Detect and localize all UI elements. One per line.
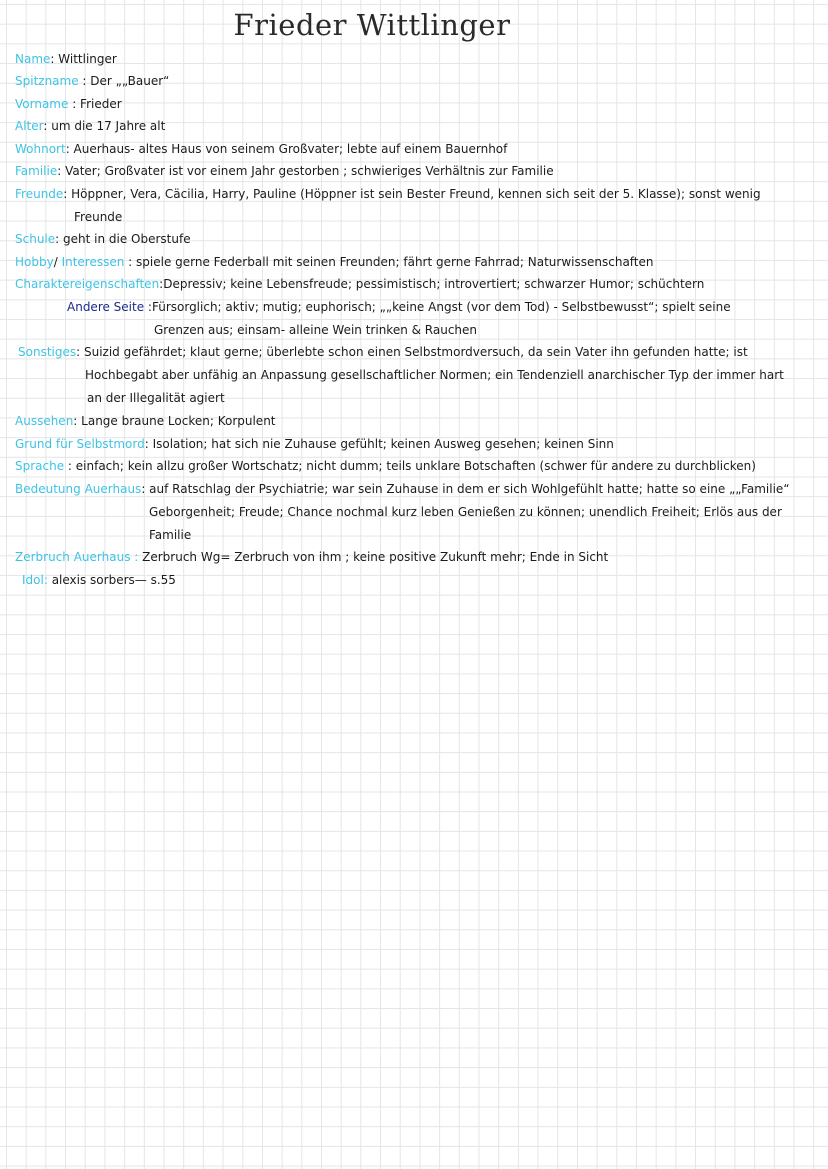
field-andere-seite — [67, 299, 731, 315]
field-interessen-label: Interessen — [61, 255, 125, 269]
field-vorname — [15, 96, 122, 112]
field-bedeutung — [15, 481, 790, 497]
field-familie — [15, 163, 554, 179]
field-hobby-value: : spiele gerne Federball mit seinen Freunden; fährt gerne Fahrrad; Naturwissenschaften — [124, 255, 654, 269]
field-grund-label: Grund für Selbstmord — [15, 437, 145, 451]
field-zerbruch — [15, 549, 608, 565]
field-bedeutung-value: : auf Ratschlag der Psychiatrie; war sein Zuhause in dem er sich Wohlgefühlt hatte; hatte so eine „„Familie“ — [141, 482, 790, 496]
field-alter — [15, 118, 165, 134]
field-andere-seite-value: :Fürsorglich; aktiv; mutig; euphorisch; „„keine Angst (vor dem Tod) - Selbstbewusst“; spielt seine — [144, 300, 731, 314]
field-vorname-label: Vorname — [15, 97, 69, 111]
field-andere-seite-continuation: Grenzen aus; einsam- alleine Wein trinken & Rauchen — [154, 323, 478, 337]
field-zerbruch-label: Zerbruch Auerhaus : — [15, 550, 139, 564]
field-sprache-value: : einfach; kein allzu großer Wortschatz; nicht dumm; teils unklare Botschaften (schwer für andere zu durchblicken) — [64, 459, 756, 473]
field-familie-label: Familie — [15, 164, 58, 178]
field-schule-value: : geht in die Oberstufe — [55, 232, 191, 246]
field-alter-label: Alter — [15, 119, 44, 133]
field-andere-seite-label: Andere Seite — [67, 300, 145, 314]
field-sprache-label: Sprache — [15, 459, 65, 473]
field-schule-label: Schule — [15, 232, 56, 246]
field-aussehen-label: Aussehen — [15, 414, 74, 428]
page-title: Frieder Wittlinger — [233, 8, 511, 42]
field-vorname-value: : Frieder — [68, 97, 122, 111]
field-aussehen — [15, 413, 276, 429]
field-bedeutung-label: Bedeutung Auerhaus — [15, 482, 142, 496]
field-sonstiges-continuation-1: Hochbegabt aber unfähig an Anpassung gesellschaftlicher Normen; ein Tendenziell anarchischer Typ der immer hart — [85, 368, 784, 382]
field-sonstiges-continuation-2: an der Illegalität agiert — [87, 391, 225, 405]
field-schule — [15, 231, 191, 247]
field-grund-value: : Isolation; hat sich nie Zuhause gefühlt; keinen Ausweg gesehen; keinen Sinn — [144, 437, 614, 451]
field-charakter-label: Charaktereigenschaften — [15, 277, 160, 291]
field-freunde — [15, 186, 761, 202]
field-wohnort-value: : Auerhaus- altes Haus von seinem Großvater; lebte auf einem Bauernhof — [65, 142, 508, 156]
field-bedeutung-continuation-1: Geborgenheit; Freude; Chance nochmal kurz leben Genießen zu können; unendlich Freiheit; Erlös aus der — [149, 505, 782, 519]
field-name-value: : Wittlinger — [50, 52, 117, 66]
field-spitzname-value: : Der „„Bauer“ — [78, 74, 170, 88]
field-freunde-value: : Höppner, Vera, Cäcilia, Harry, Pauline (Höppner ist sein Bester Freund, kennen sich seit der 5. Klasse); sonst wenig — [63, 187, 761, 201]
field-sonstiges-value: : Suizid gefährdet; klaut gerne; überlebte schon einen Selbstmordversuch, da sein Vater ihn gefunden hatte; ist — [76, 345, 748, 359]
field-hobby — [15, 254, 654, 270]
field-spitzname-label: Spitzname — [15, 74, 79, 88]
field-hobby-separator: / — [53, 255, 58, 269]
field-sonstiges-label: Sonstiges — [18, 345, 77, 359]
field-name — [15, 51, 117, 67]
field-spitzname — [15, 73, 169, 89]
field-sprache — [15, 458, 756, 474]
field-grund — [15, 436, 614, 452]
field-bedeutung-continuation-2: Familie — [149, 528, 192, 542]
field-sonstiges — [18, 344, 748, 360]
field-aussehen-value: : Lange braune Locken; Korpulent — [73, 414, 276, 428]
field-name-label: Name — [15, 52, 51, 66]
field-charakter — [15, 276, 704, 292]
field-charakter-value: :Depressiv; keine Lebensfreude; pessimistisch; introvertiert; schwarzer Humor; schüchtern — [159, 277, 705, 291]
field-alter-value: : um die 17 Jahre alt — [43, 119, 166, 133]
field-hobby-label: Hobby — [15, 255, 54, 269]
field-wohnort — [15, 141, 507, 157]
field-freunde-label: Freunde — [15, 187, 64, 201]
field-zerbruch-value: Zerbruch Wg= Zerbruch von ihm ; keine positive Zukunft mehr; Ende in Sicht — [138, 550, 609, 564]
field-wohnort-label: Wohnort — [15, 142, 66, 156]
field-familie-value: : Vater; Großvater ist vor einem Jahr gestorben ; schwieriges Verhältnis zur Familie — [57, 164, 554, 178]
field-idol-value: alexis sorbers— s.55 — [47, 573, 176, 587]
field-idol-label: Idol: — [22, 573, 48, 587]
field-freunde-continuation: Freunde — [74, 210, 123, 224]
field-idol — [22, 572, 176, 588]
